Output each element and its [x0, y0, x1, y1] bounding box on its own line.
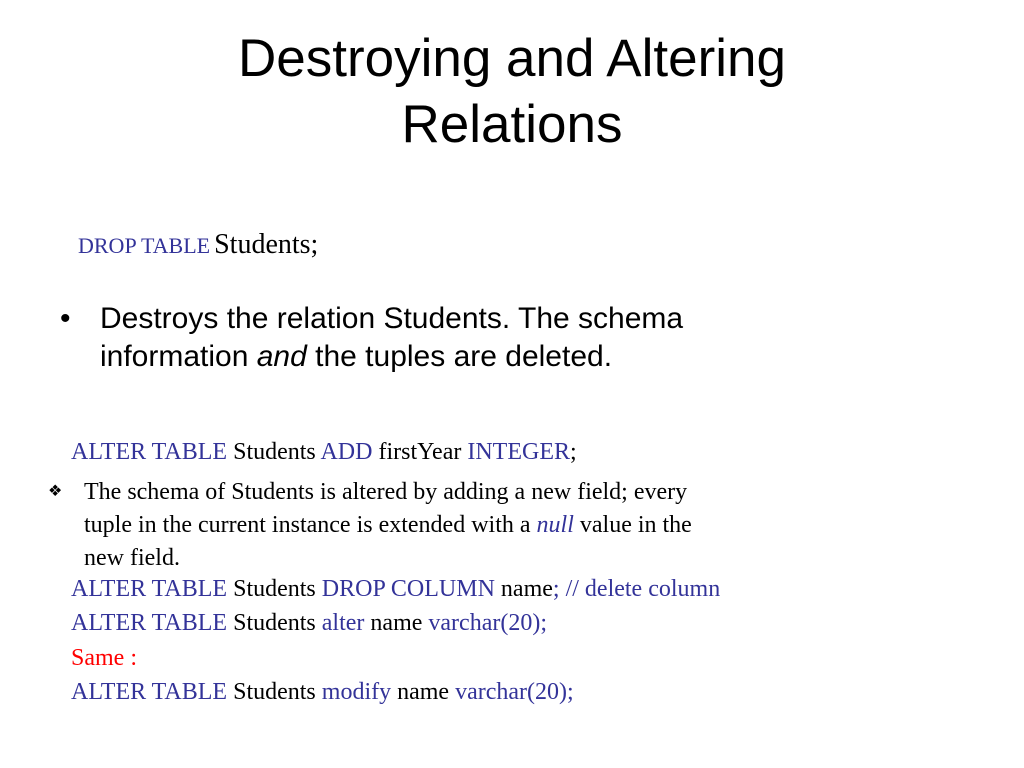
- drop-table-name: Students;: [214, 229, 319, 260]
- alter-table-keyword: ALTER TABLE: [71, 610, 228, 636]
- bullet-dot-icon: •: [60, 302, 71, 335]
- alter-table-keyword: ALTER TABLE: [71, 576, 228, 602]
- table-name: Students: [233, 439, 316, 465]
- alter-modify-statement: [71, 677, 574, 707]
- bullet-alter-line-2-post: value in the: [573, 512, 692, 538]
- bullet-alter-line-2-pre: tuple in the current instance is extended with a: [84, 512, 537, 538]
- bullet-alter-line-2: [84, 509, 904, 542]
- type-keyword: INTEGER: [467, 439, 571, 465]
- drop-column-keyword: DROP COLUMN: [321, 576, 495, 602]
- slide-title: [0, 26, 1024, 158]
- field-name: name: [397, 679, 450, 705]
- alter-add-statement: [71, 437, 577, 467]
- table-name: Students: [233, 610, 316, 636]
- table-name: Students: [233, 679, 316, 705]
- null-emphasis: null: [536, 512, 574, 538]
- field-name: firstYear: [378, 439, 462, 465]
- statement-end: ;: [570, 439, 577, 465]
- table-name: Students: [233, 576, 316, 602]
- alter-drop-column-statement: [71, 574, 720, 604]
- slide-title-line-1: Destroying and Altering: [238, 29, 786, 88]
- bullet-alter-line-3: new field.: [84, 545, 180, 571]
- type-keyword: varchar(20);: [428, 610, 547, 636]
- bullet-destroy-emphasis: and: [256, 340, 307, 373]
- bullet-destroy-line-1: Destroys the relation Students. The schema: [100, 302, 684, 335]
- slide-title-line-2: Relations: [401, 95, 623, 154]
- field-name: name: [370, 610, 423, 636]
- alter-alter-statement: [71, 608, 547, 638]
- bullet-alter-line-1: The schema of Students is altered by adding a new field; every: [84, 479, 688, 505]
- bullet-destroy-line-2: [100, 338, 820, 376]
- same-label: Same :: [71, 645, 137, 671]
- type-keyword: varchar(20);: [455, 679, 574, 705]
- drop-table-statement: [78, 229, 318, 261]
- alter-table-keyword: ALTER TABLE: [71, 439, 228, 465]
- diamond-bullet-icon: ❖: [48, 483, 63, 500]
- drop-table-keyword: DROP TABLE: [78, 233, 211, 258]
- delete-column-comment: ; // delete column: [552, 576, 721, 602]
- bullet-destroy-line-2-pre: information: [100, 340, 257, 373]
- alter-table-keyword: ALTER TABLE: [71, 679, 228, 705]
- bullet-alter-text: [84, 476, 904, 575]
- bullet-destroy-text: [100, 300, 820, 376]
- field-name: name: [500, 576, 553, 602]
- bullet-destroy-line-2-post: the tuples are deleted.: [306, 340, 613, 373]
- alter-keyword: alter: [321, 610, 365, 636]
- modify-keyword: modify: [321, 679, 392, 705]
- add-keyword: ADD: [320, 439, 373, 465]
